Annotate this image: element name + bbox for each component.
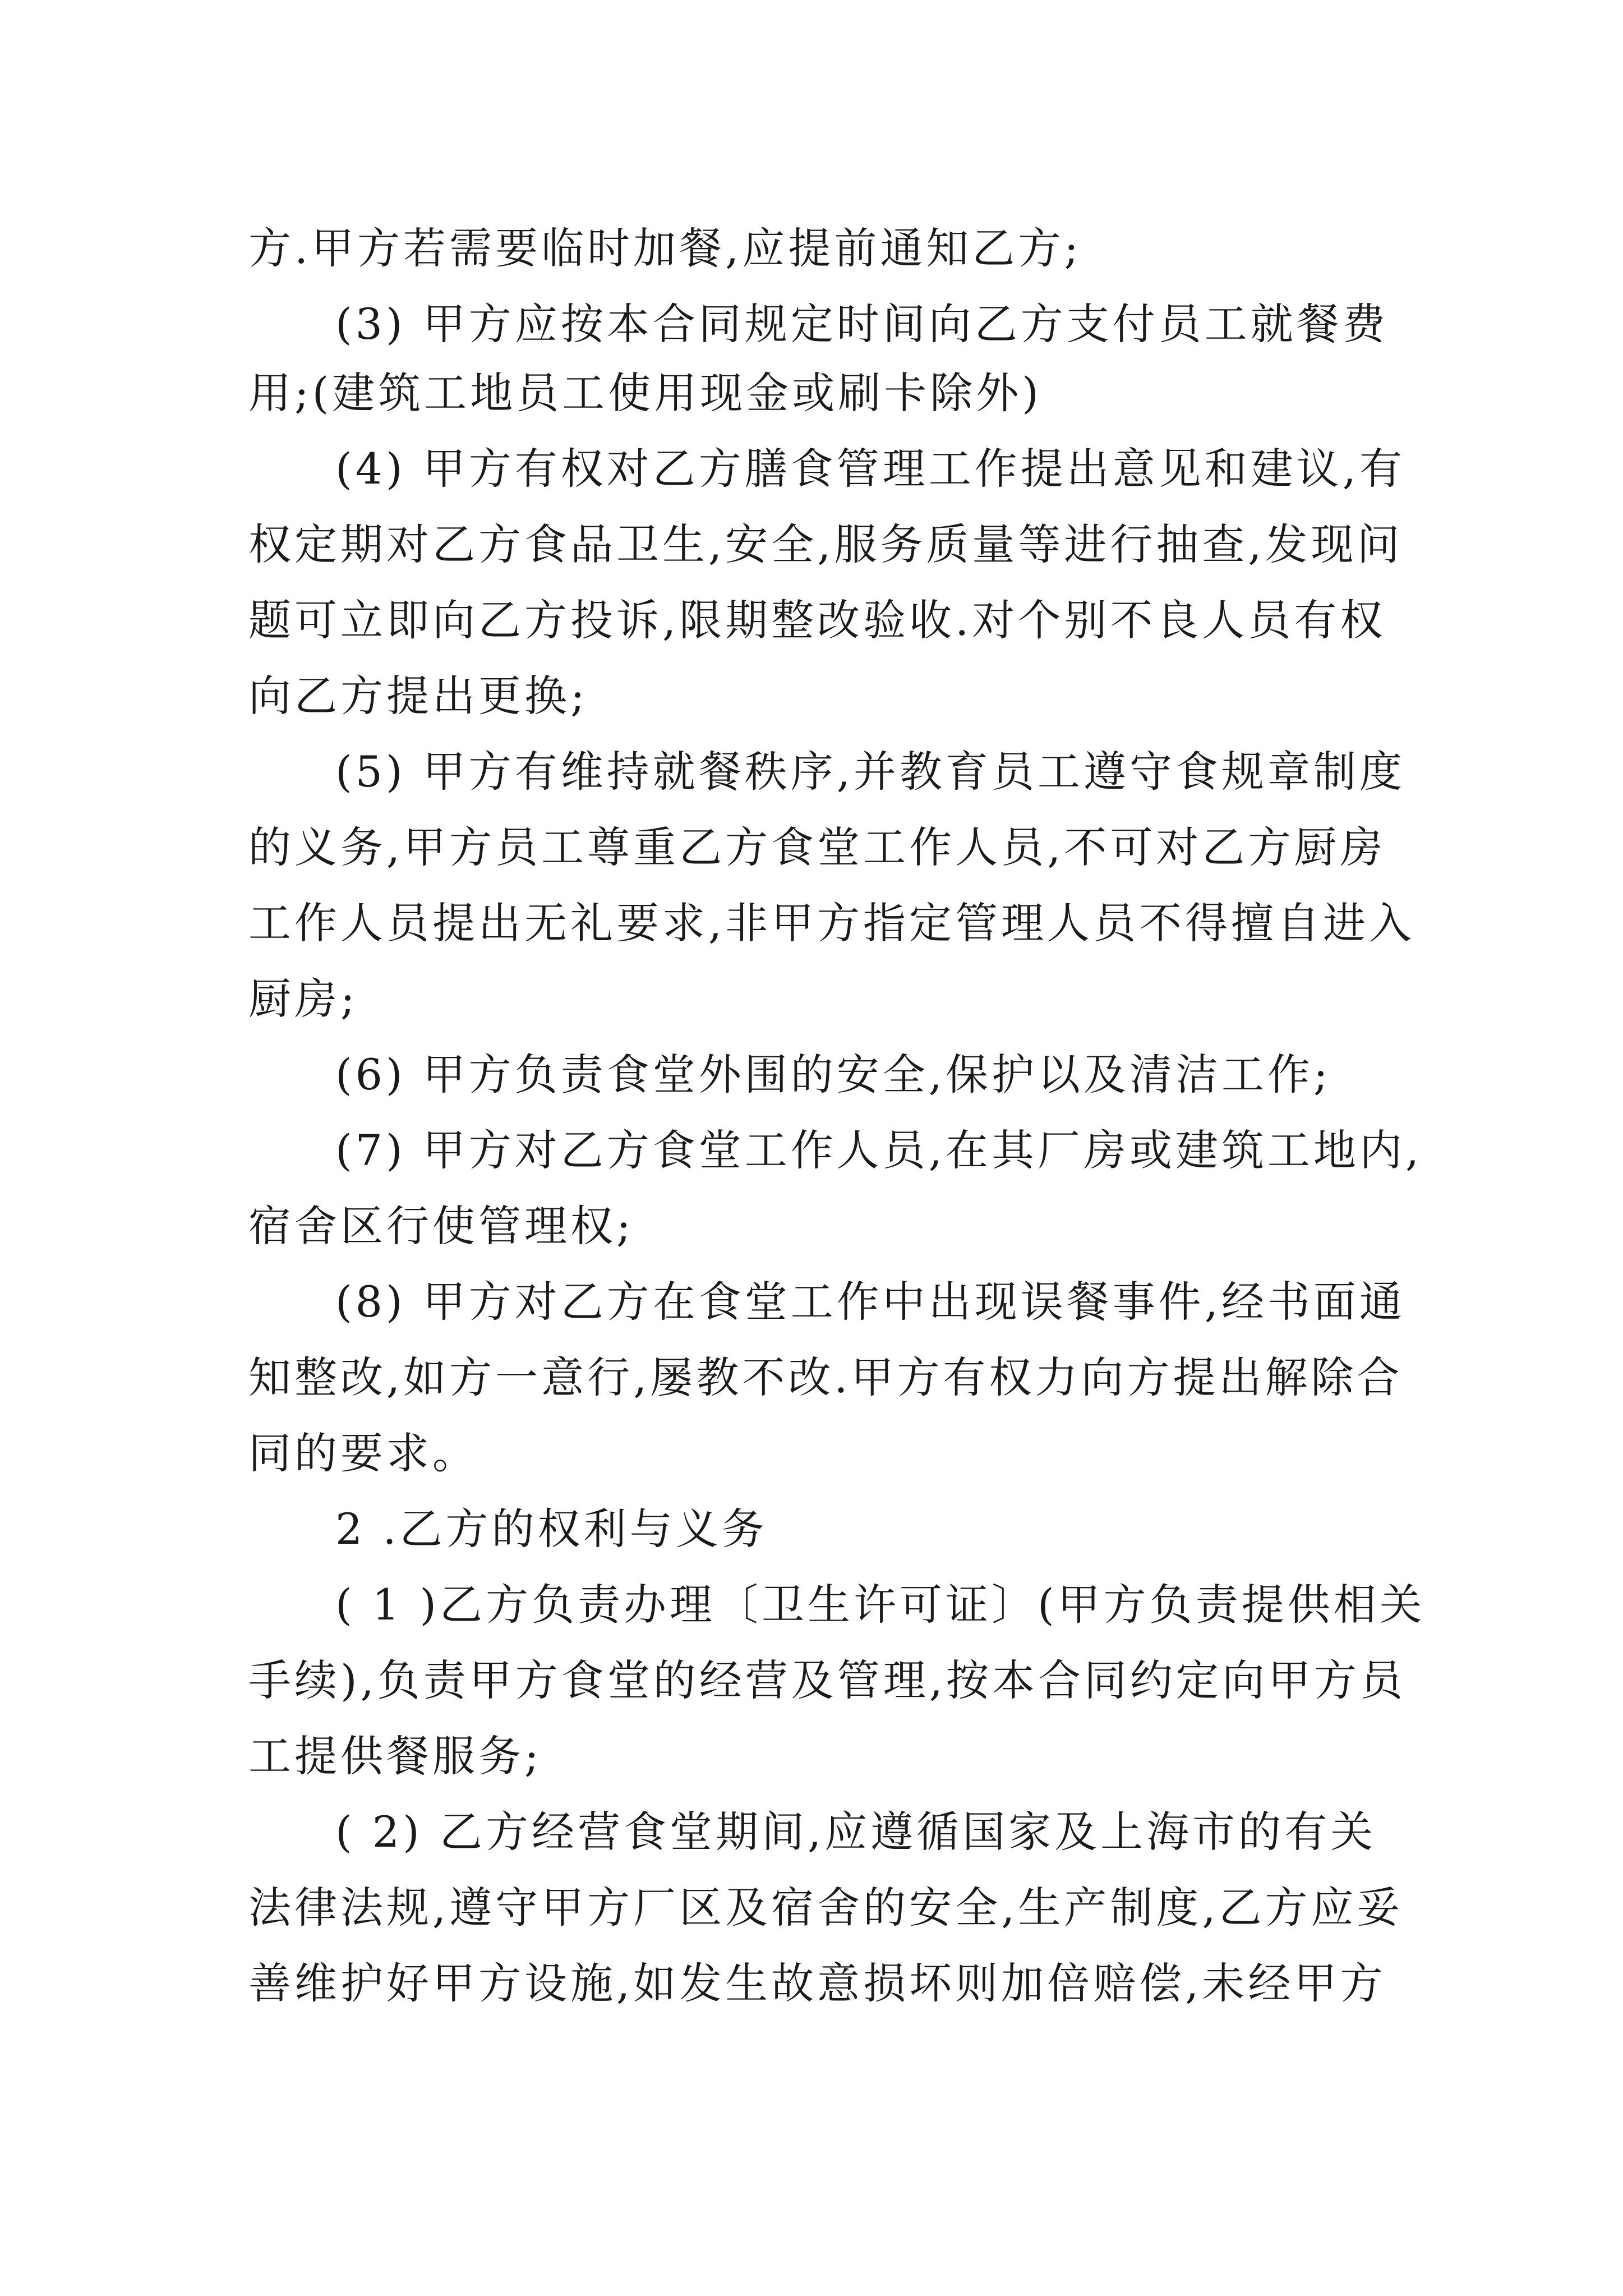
text-line: 宿舍区行使管理权;: [248, 1201, 634, 1251]
text-line: (5) 甲方有维持就餐秩序,并教育员工遵守食规章制度: [335, 747, 1405, 797]
text-line: (4) 甲方有权对乙方膳食管理工作提出意见和建议,有: [335, 444, 1405, 494]
text-line: 2 .乙方的权利与义务: [335, 1504, 768, 1554]
text-line: 善维护好甲方设施,如发生故意损坏则加倍赔偿,未经甲方: [248, 1958, 1386, 2008]
text-line: 知整改,如方一意行,屡教不改.甲方有权力向方提出解除合: [248, 1352, 1403, 1402]
text-line: (3) 甲方应按本合同规定时间向乙方支付员工就餐费: [335, 299, 1389, 349]
text-line: 工提供餐服务;: [248, 1731, 542, 1781]
text-line: 法律法规,遵守甲方厂区及宿舍的安全,生产制度,乙方应妥: [248, 1883, 1403, 1932]
text-line: 方.甲方若需要临时加餐,应提前通知乙方;: [248, 223, 1082, 273]
text-line: (7) 甲方对乙方食堂工作人员,在其厂房或建筑工地内,: [335, 1125, 1423, 1175]
text-line: 同的要求。: [248, 1428, 478, 1478]
text-line: 用;(建筑工地员工使用现金或刷卡除外): [248, 368, 1042, 418]
text-line: 权定期对乙方食品卫生,安全,服务质量等进行抽查,发现问: [248, 519, 1403, 569]
text-line: 手续),负责甲方食堂的经营及管理,按本合同约定向甲方员: [248, 1655, 1406, 1705]
text-line: 向乙方提出更换;: [248, 671, 588, 721]
text-line: 的义务,甲方员工尊重乙方食堂工作人员,不可对乙方厨房: [248, 822, 1386, 872]
text-line: ( 2) 乙方经营食堂期间,应遵循国家及上海市的有关: [335, 1807, 1377, 1857]
text-line: (8) 甲方对乙方在食堂工作中出现误餐事件,经书面通: [335, 1277, 1405, 1327]
text-line: 工作人员提出无礼要求,非甲方指定管理人员不得擅自进入: [248, 898, 1415, 948]
text-line: 题可立即向乙方投诉,限期整改验收.对个别不良人员有权: [248, 595, 1386, 645]
text-line: ( 1 )乙方负责办理〔卫生许可证〕(甲方负责提供相关: [335, 1580, 1426, 1630]
text-line: (6) 甲方负责食堂外围的安全,保护以及清洁工作;: [335, 1050, 1331, 1099]
text-line: 厨房;: [248, 974, 358, 1024]
